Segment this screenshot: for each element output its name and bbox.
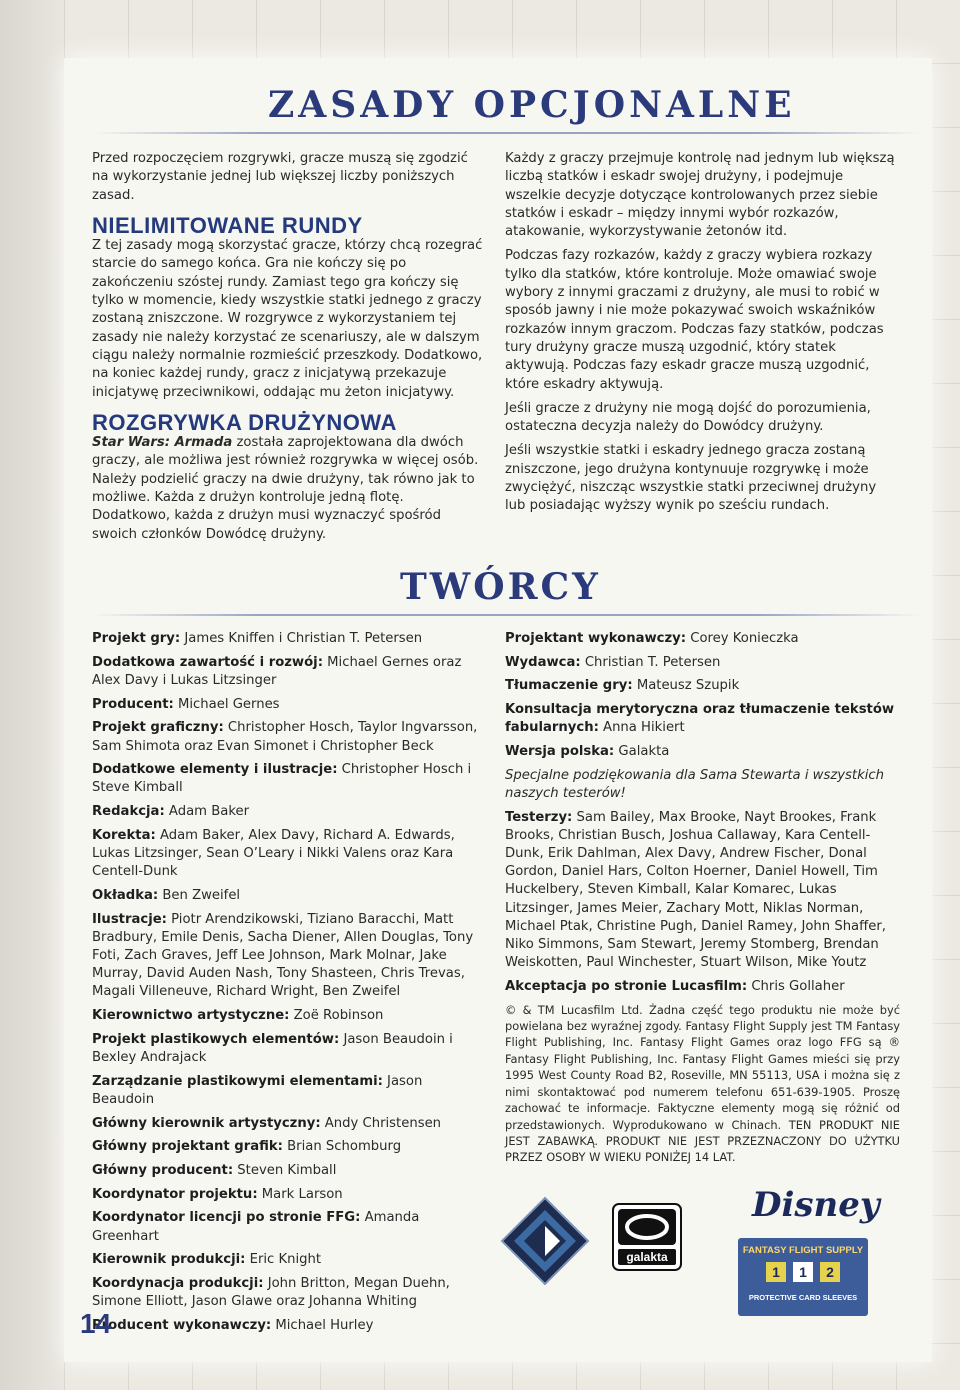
credit-row: [92, 654, 482, 690]
team-play-heading: ROZGRYWKA DRUŻYNOWA: [92, 409, 397, 435]
galakta-logo: [612, 1203, 682, 1271]
sleeves-number: 1: [772, 1264, 780, 1280]
credit-row: [92, 1209, 482, 1245]
legal-notice: © & TM Lucasfilm Ltd. Żadna część tego produktu nie może być powielana bez wyraźnej zgody. Fantasy Flight Supply jest TM Fantasy Flight Publishing, Inc. Fantasy Flight Games oraz logo FFG są ® Fantasy Flight Publishing, Inc. Fantasy Flight Games mieści się przy 1995 West County Road B2, Roseville, MN 55113, USA i można się z nimi skontaktować pod numerem telefonu 651-639-1905. Proszę zachować te informacje. Faktyczne elementy mogą się różnić od przedstawionych. Wyprodukowano w Chinach. TEN PRODUKT NIE JEST ZABAWKĄ. PRODUKT NIE JEST PRZEZNACZONY DO UŻYTKU PRZEZ OSOBY W WIEKU PONIŻEJ 14 LAT.: [505, 1002, 900, 1165]
page-title: ZASADY OPCJONALNE: [268, 84, 796, 126]
credit-names: Mateusz Szupik: [632, 678, 740, 694]
intro-text: Przed rozpoczęciem rozgrywki, gracze muszą się zgodzić na wykorzystanie jednej lub większej liczby poniższych zasad.: [92, 151, 468, 203]
credit-row: [505, 654, 900, 672]
galakta-logo-text: galakta: [626, 1250, 668, 1264]
credit-role: Producent:: [92, 696, 174, 712]
credit-names: Adam Baker: [164, 804, 250, 820]
credit-role: Projektant wykonawczy:: [505, 631, 687, 646]
credit-names: Michael Hurley: [271, 1318, 374, 1333]
credit-names: Jason Beaudoin: [92, 1073, 423, 1107]
credit-names: Amanda Greenhart: [92, 1210, 420, 1244]
credit-names: Piotr Arendzikowski, Tiziano Baracchi, Matt Bradbury, Emile Denis, Sacha Diener, Allen Douglas, Tony Foti, Zach Graves, Jeff Lee Johnson, Mark Molnar, Jake Murray, David Auden Nash, Tony Shasteen, Chris Trevas, Magali Villeneuve, Richard Wright, Ben Zweifel: [92, 911, 474, 1000]
sleeves-brand-text: FANTASY FLIGHT SUPPLY: [742, 1245, 864, 1256]
credit-names: Zoë Robinson: [289, 1008, 384, 1024]
ffg-logo-icon: [500, 1196, 590, 1286]
credit-names: Anna Hikiert: [598, 720, 685, 736]
credit-role: Producent wykonawczy:: [92, 1318, 272, 1333]
credit-role: Główny projektant grafik:: [92, 1139, 283, 1155]
credit-row: [92, 1251, 482, 1269]
credit-row: [92, 1186, 482, 1204]
credit-role: Główny producent:: [92, 1163, 234, 1179]
card-sleeves-logo: [738, 1238, 868, 1316]
credit-role: Dodatkowe elementy i ilustracje:: [92, 762, 338, 778]
disney-logo: [748, 1176, 880, 1230]
credit-role: Zarządzanie plastikowymi elementami:: [92, 1073, 383, 1089]
credit-row: [92, 761, 482, 797]
credit-row: [92, 1073, 482, 1109]
credit-names: John Britton, Megan Duehn, Simone Elliott, Jason Glawe oraz Johanna Whiting: [92, 1276, 450, 1310]
credit-role: Tłumaczenie gry:: [505, 678, 633, 694]
credit-names: Mark Larson: [257, 1186, 343, 1202]
sleeves-caption: PROTECTIVE CARD SLEEVES: [748, 1293, 858, 1302]
credit-row: [92, 719, 482, 755]
title-divider: [92, 132, 922, 134]
credit-names: Chris Gollaher: [747, 978, 845, 994]
credit-names: Andy Christensen: [320, 1115, 442, 1131]
credit-row: [92, 1317, 482, 1335]
credit-row: [92, 1162, 482, 1180]
credit-role: Wydawca:: [505, 654, 581, 670]
credit-role: Wersja polska:: [505, 744, 615, 760]
credit-names: Galakta: [614, 744, 670, 760]
credit-role: Korekta:: [92, 827, 156, 843]
credit-names: Brian Schomburg: [282, 1139, 402, 1155]
credits-divider: [92, 614, 922, 616]
credit-row: [505, 677, 900, 695]
team-paragraph: Jeśli gracze z drużyny nie mogą dojść do porozumienia, ostateczna decyzja należy do Dowódcy drużyny.: [505, 400, 871, 435]
credit-names: James Kniffen i Christian T. Petersen: [180, 631, 423, 646]
credit-role: Redakcja:: [92, 804, 165, 820]
credit-role: Koordynator licencji po stronie FFG:: [92, 1210, 361, 1226]
credit-row: [505, 701, 900, 737]
credit-row: [92, 1115, 482, 1133]
team-paragraph: Podczas fazy rozkazów, każdy z graczy wybiera rozkazy tylko dla statków, które kontroluje. Może omawiać swoje wybory z innymi graczami z drużyny, ale musi to robić w sposób jawny i nie może pokazywać swoich wskaźników rozkazów innym graczom. Podczas fazy statków, podczas tury drużyny gracze muszą uzgodnić, który statek aktywują. Podczas fazy eskadr gracze muszą uzgodnić, które eskadry aktywują.: [505, 248, 884, 392]
credit-role: Testerzy:: [505, 809, 573, 825]
credit-names: Sam Bailey, Max Brooke, Nayt Brookes, Frank Brooks, Christian Busch, Joshua Callaway, Kara Centell-Dunk, Erik Dahlman, Alex Davy, Andrew Fischer, Donal Gordon, Daniel Hars, Colton Hoerner, Daniel Howell, Tim Huckelbery, Steven Kimball, Kalar Komarec, Lukas Litzsinger, James Meier, Zachary Mott, Niklas Norman, Michael Ptak, Christine Pugh, Daniel Ramey, John Shaffer, Niko Simmons, Sam Stewart, Jeremy Stomberg, Brendan Weiskotten, Paul Winchester, Stuart Wilson, Mike Youtz: [505, 809, 886, 971]
credit-names: Steven Kimball: [233, 1163, 337, 1179]
credit-role: Akceptacja po stronie Lucasfilm:: [505, 978, 748, 994]
credit-row: [92, 1138, 482, 1156]
credit-role: Ilustracje:: [92, 911, 167, 927]
credit-names: Christian T. Petersen: [580, 654, 721, 670]
page-number: 14: [80, 1308, 112, 1339]
team-paragraph: Każdy z graczy przejmuje kontrolę nad jednym lub większą liczbą statków i eskadr swojej drużyny, i podejmuje wszelkie decyzje dotyczące kontrolowanych przez siebie statków i eskadr – między innymi wybór rozkazów, atakowanie, wykorzystywanie żetonów itd.: [505, 151, 895, 240]
credit-names: Christopher Hosch i Steve Kimball: [92, 762, 472, 796]
game-name: Star Wars: Armada: [92, 435, 233, 451]
credit-names: Christopher Hosch, Taylor Ingvarsson, Sam Shimota oraz Evan Simonet i Christopher Beck: [92, 720, 478, 754]
credit-names: Jason Beaudoin i Bexley Andrajack: [92, 1031, 453, 1066]
credits-right-column: [505, 630, 900, 1166]
credits-title: TWÓRCY: [400, 566, 601, 608]
credit-names: Ben Zweifel: [158, 887, 241, 903]
credit-names: Michael Gernes oraz Alex Davy i Lukas Litzsinger: [92, 654, 462, 688]
credit-role: Projekt gry:: [92, 631, 181, 646]
optional-rules-right-column: [505, 150, 897, 522]
credit-role: Koordynacja produkcji:: [92, 1276, 264, 1292]
credit-lucasfilm: [505, 978, 900, 996]
credit-row: [92, 911, 482, 1002]
credit-row: [92, 1007, 482, 1025]
credit-row: [505, 630, 900, 648]
credit-testers: [505, 809, 900, 973]
credit-role: Główny kierownik artystyczny:: [92, 1115, 321, 1131]
credit-row: [92, 887, 482, 905]
team-play-body: została zaprojektowana dla dwóch graczy, ale możliwa jest również rozgrywka w więcej osób. Należy podzielić graczy na dwie drużyny, tak równo jak to możliwe. Każda z drużyn kontroluje jedną flotę. Dodatkowo, każda z drużyn musi wyznaczyć spośród swoich członków Dowódcę drużyny.: [92, 435, 479, 542]
credit-role: Projekt plastikowych elementów:: [92, 1031, 340, 1047]
credit-names: Eric Knight: [245, 1252, 322, 1268]
credit-row: [505, 743, 900, 761]
credit-role: Koordynator projektu:: [92, 1186, 258, 1202]
credits-right-list: [505, 630, 900, 761]
team-play-text: [92, 434, 484, 544]
credit-names: Corey Konieczka: [686, 631, 799, 646]
credit-names: Adam Baker, Alex Davy, Richard A. Edwards, Lukas Litzsinger, Sean O’Leary i Nikki Valens oraz Kara Centell-Dunk: [92, 827, 455, 880]
unlimited-rounds-heading: NIELIMITOWANE RUNDY: [92, 212, 363, 238]
credit-names: Michael Gernes: [173, 696, 280, 712]
left-border-strip: [0, 0, 64, 1390]
credit-row: [92, 696, 482, 714]
credit-role: Kierownictwo artystyczne:: [92, 1008, 290, 1024]
credit-row: [92, 1031, 482, 1067]
disney-logo-text: Disney: [752, 1185, 880, 1225]
credit-row: [92, 827, 482, 882]
optional-rules-left-column: [92, 150, 484, 550]
sleeves-number: 2: [826, 1264, 834, 1280]
credit-role: Kierownik produkcji:: [92, 1252, 246, 1268]
credit-row: [92, 1275, 482, 1311]
credit-role: Konsultacja merytoryczna oraz tłumaczenie tekstów fabularnych:: [505, 702, 895, 736]
credit-row: [92, 803, 482, 821]
unlimited-rounds-text: Z tej zasady mogą skorzystać gracze, którzy chcą rozegrać starcie do samego końca. Gra nie kończy się po zakończeniu szóstej rundy. Zamiast tego gra kończy się tylko w momencie, kiedy wszystkie statki jednego z graczy zostaną zniszczone. W rozgrywce z wykorzystaniem tej zasady nie należy korzystać ze scenariuszy, ale w dalszym ciągu należy normalnie rozmieścić przeszkody. Dodatkowo, na koniec każdej rundy, gracz z inicjatywą przekazuje inicjatywę przeciwnikowi, oddając mu żeton inicjatywy.: [92, 238, 483, 400]
credit-role: Okładka:: [92, 887, 159, 903]
credit-row: [92, 630, 482, 648]
credit-role: Projekt graficzny:: [92, 720, 224, 736]
team-paragraph: Jeśli wszystkie statki i eskadry jednego gracza zostaną zniszczone, jego drużyna kontynuuje rozgrywkę i może zwyciężyć, niszcząc wszystkie statki przeciwnej drużyny lub posiadając wyższy wynik po sześciu rundach.: [505, 443, 877, 514]
special-thanks: Specjalne podziękowania dla Sama Stewarta i wszystkich naszych testerów!: [505, 767, 885, 801]
credit-role: Dodatkowa zawartość i rozwój:: [92, 654, 323, 670]
credits-left-column: [92, 630, 482, 1341]
sleeves-number: 1: [799, 1264, 807, 1280]
